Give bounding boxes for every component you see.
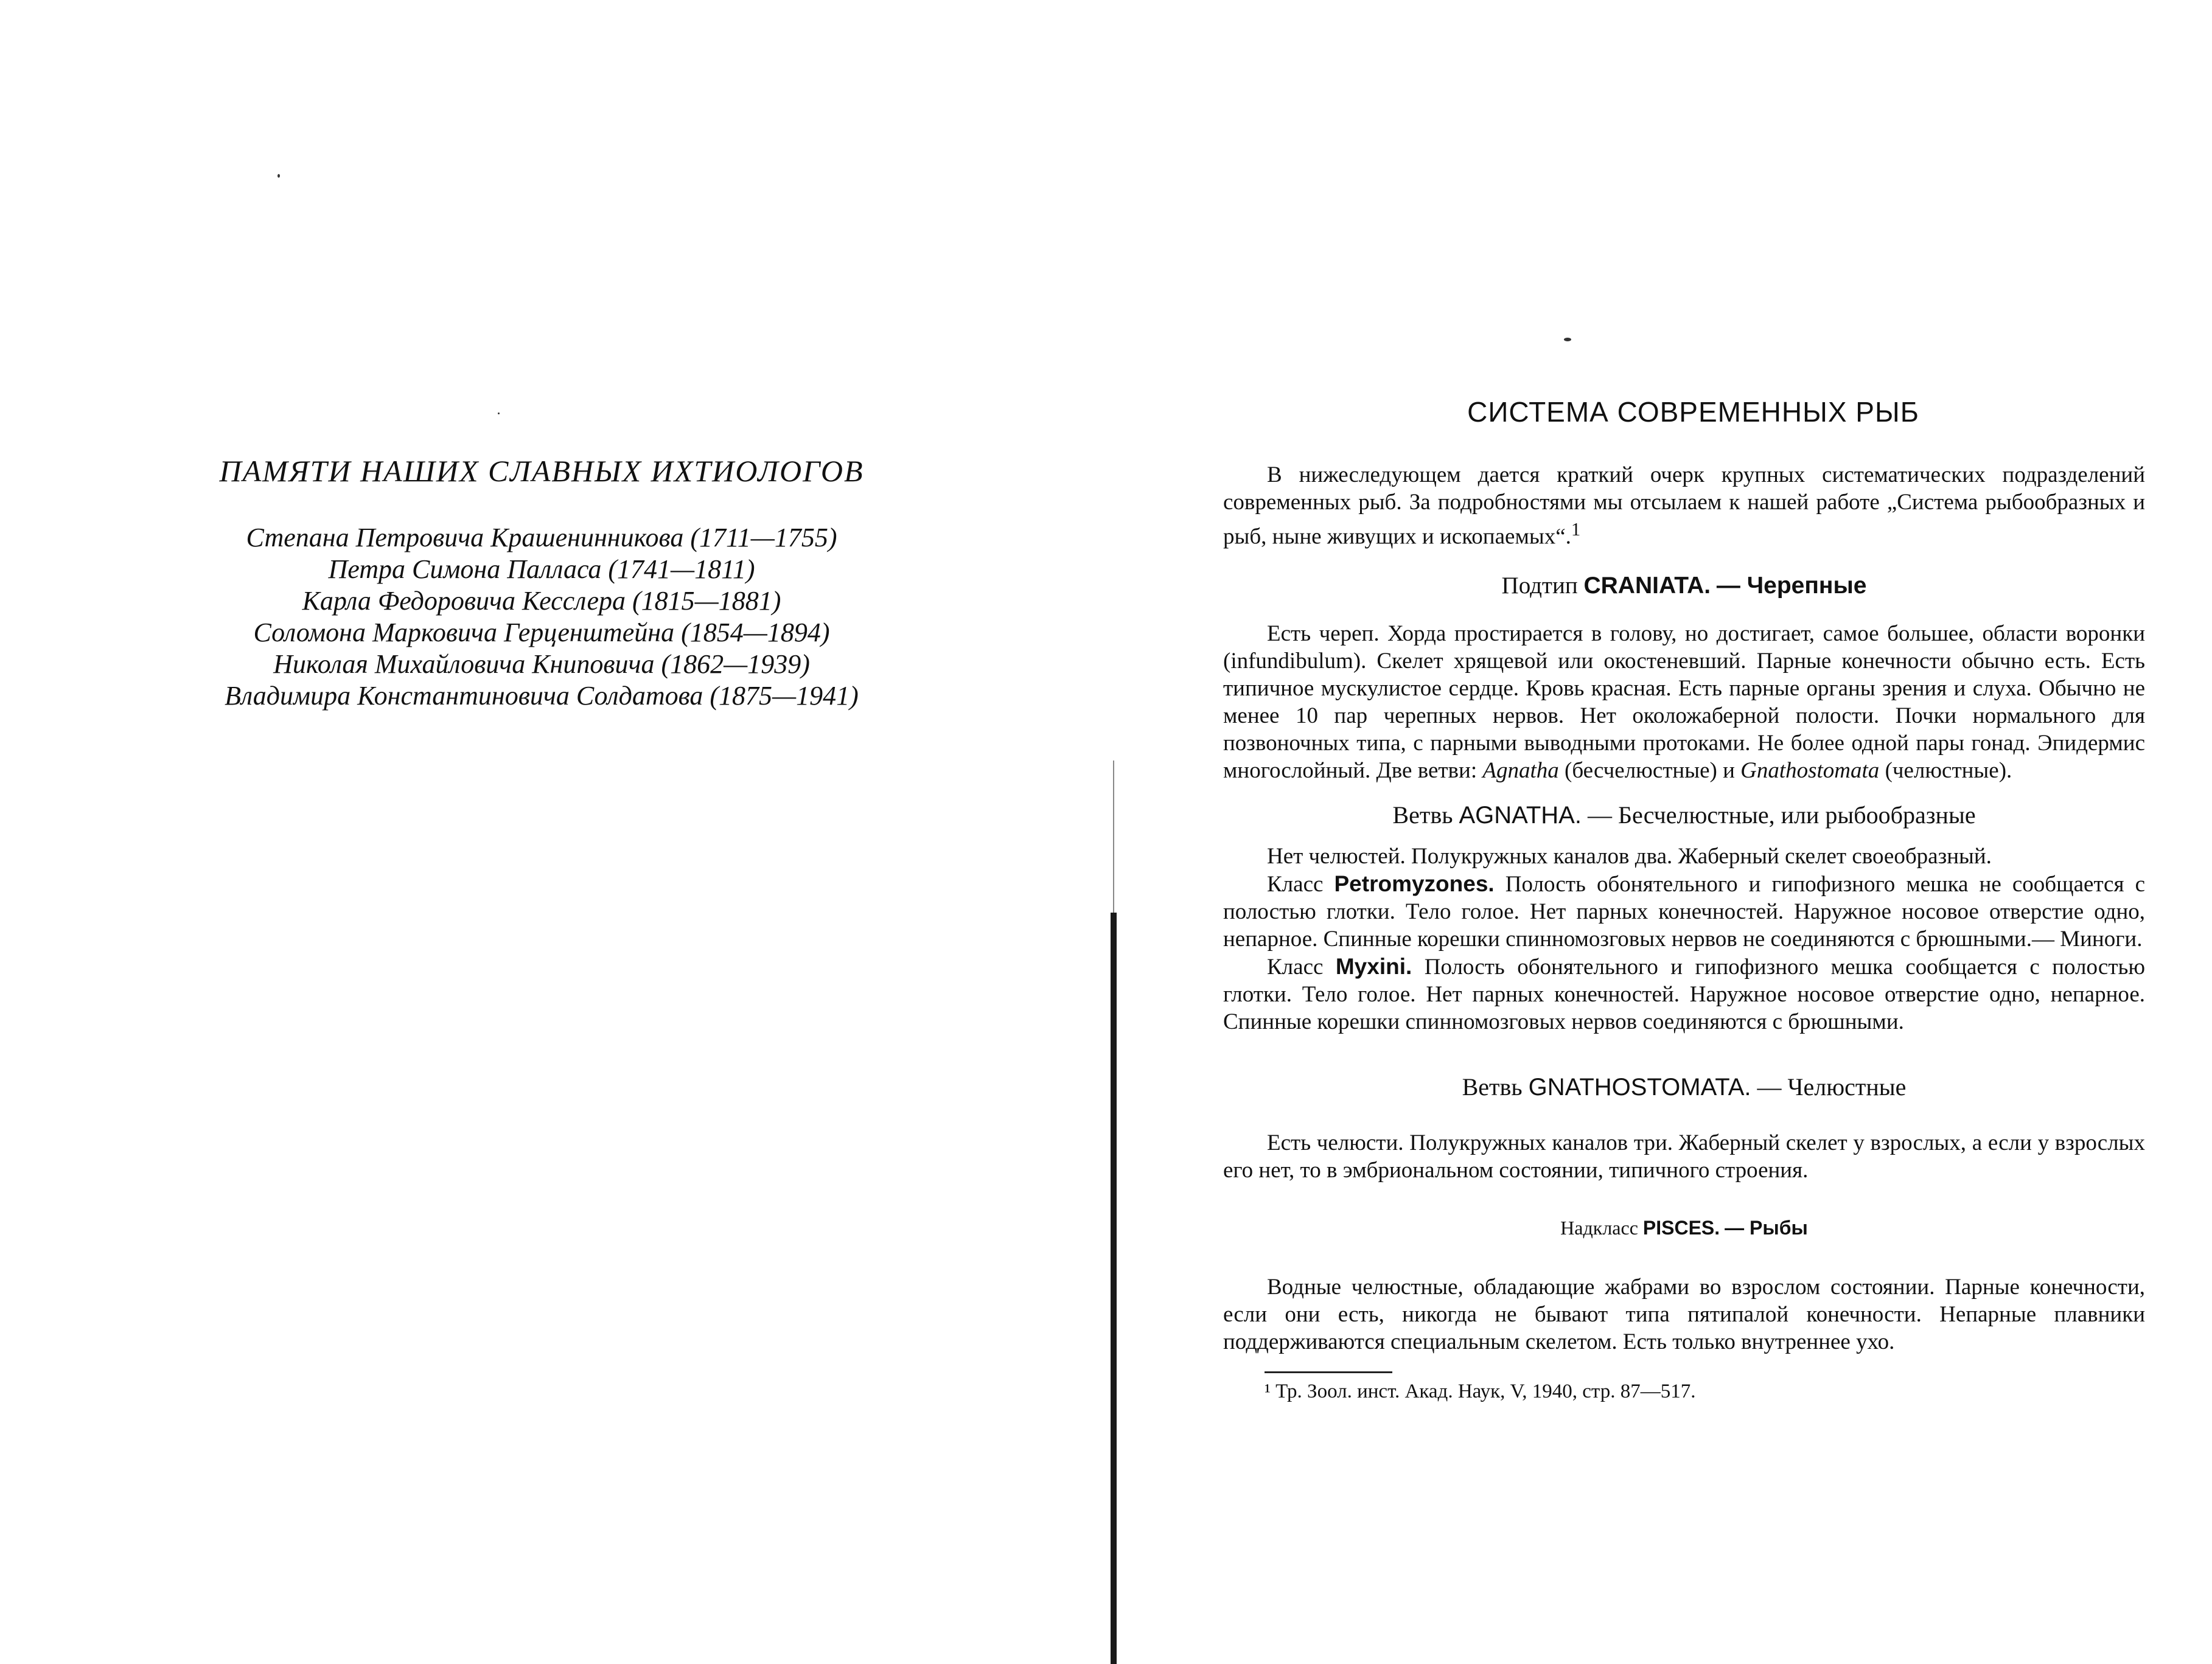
class-prefix: Класс [1267,872,1324,897]
heading-name: PISCES. [1642,1217,1720,1239]
class-text: Полость обонятельного и гипофизного мешка сообщается с полостью глотки. Тело голое. Нет парных конечностей. Наружное носовое отверстие одно, непарное. Спинные корешки спинномозговых нервов соединяются с брюшными. [1223,955,2146,1035]
class-name: Myxini. [1335,954,1412,980]
petromyzones-paragraph [1223,870,2145,953]
craniata-paragraph [1223,620,2145,784]
craniata-text-2: (бесчелюстные) и [1565,758,1735,784]
print-speck [1564,338,1571,341]
heading-suffix: — Рыбы [1725,1217,1808,1239]
print-speck [277,174,280,178]
subtype-heading [1223,572,2145,599]
heading-name: CRANIATA. [1583,573,1711,599]
page-title: СИСТЕМА СОВРЕМЕННЫХ РЫБ [1467,396,1919,428]
intro-paragraph [1223,461,2145,550]
craniata-text-3: (челюстные). [1885,758,2012,784]
dedication-name: Карла Федоровича Кесслера (1815—1881) [302,586,781,616]
heading-suffix: — Бесчелюстные, или рыбообразные [1587,801,1976,829]
gutter-shadow [1111,913,1117,1664]
dedication-title: ПАМЯТИ НАШИХ СЛАВНЫХ ИХТИОЛОГОВ [219,454,864,488]
heading-prefix: Ветвь [1462,1073,1523,1101]
dedication-name: Степана Петровича Крашенинникова (1711—1755) [246,523,837,552]
heading-name: AGNATHA. [1459,802,1582,829]
footnote: ¹ Тр. Зоол. инст. Акад. Наук, V, 1940, стр. 87—517. [1265,1380,1696,1403]
right-page-content [1223,396,2146,1405]
heading-suffix: — Челюстные [1757,1073,1907,1101]
class-name: Petromyzones. [1334,871,1495,897]
gnathostomata-paragraph: Есть челюсти. Полукружных каналов три. Жаберный скелет у взрослых, а если у взрослых его нет, то в эмбриональном состоянии, типичного строения. [1223,1130,2145,1183]
heading-prefix: Надкласс [1560,1217,1638,1239]
left-page [0,0,1098,1664]
heading-prefix: Подтип [1501,573,1578,599]
dedication-name: Владимира Константиновича Солдатова (1875—1941) [225,681,859,711]
dedication-name: Петра Симона Палласа (1741—1811) [328,554,755,584]
myxini-paragraph [1223,953,2145,1036]
branch-agnatha-heading [1223,801,2145,829]
dedication-name: Николая Михайловича Книповича (1862—1939) [273,649,810,679]
footnote-rule [1265,1371,1392,1373]
right-page [1117,0,2212,1664]
agnatha-paragraph: Нет челюстей. Полукружных каналов два. Жаберный скелет своеобразный. [1267,844,1992,869]
heading-name: GNATHOSTOMATA. [1528,1074,1751,1101]
print-speck [498,413,500,414]
gnathostomata-term: Gnathostomata [1740,758,1880,784]
heading-suffix: — Черепные [1716,573,1867,599]
dedication [146,453,937,712]
footnote-mark: 1 [1571,519,1581,540]
superclass-heading [1223,1214,2145,1242]
branch-gnathostomata-heading [1223,1073,2145,1101]
intro-text: В нижеследующем дается краткий очерк крупных систематических подразделений современных рыб. За подробностями мы отсылаем к нашей работе „Система рыбообразных и рыб, ныне живущих и ископаемых“. [1223,462,2145,549]
craniata-text: Есть череп. Хорда простирается в голову, но достигает, самое большее, области воронки (infundibulum). Скелет хрящевой или окостеневший. Парные конечности обычно есть. Есть типичное мускулистое сердце. Кровь красная. Есть парные органы зрения и слуха. Обычно не менее 10 пар черепных нервов. Нет околожаберной полости. Почки нормального для позвоночных типа, с парными выводными протоками. Не более одной пары гонад. Эпидермис многослойный. Две ветви: [1223,621,2145,784]
dedication-name: Соломона Марковича Герценштейна (1854—1894) [253,618,830,647]
pisces-paragraph: Водные челюстные, обладающие жабрами во взрослом состоянии. Парные конечности, если они есть, никогда не бывают типа пятипалой конечности. Непарные плавники поддерживаются специальным скелетом. Есть только внутреннее ухо. [1223,1275,2145,1355]
class-text: Полость обонятельного и гипофизного мешка не сообщается с полостью глотки. Тело голое. Нет парных конечностей. Наружное носовое отверстие одно, непарное. Спинные корешки спинномозговых нервов не соединяются с брюшными.— Миноги. [1223,872,2145,952]
agnatha-term: Agnatha [1482,758,1559,784]
heading-prefix: Ветвь [1392,801,1453,829]
class-prefix: Класс [1267,955,1324,980]
gutter-shadow-faint [1113,761,1114,919]
